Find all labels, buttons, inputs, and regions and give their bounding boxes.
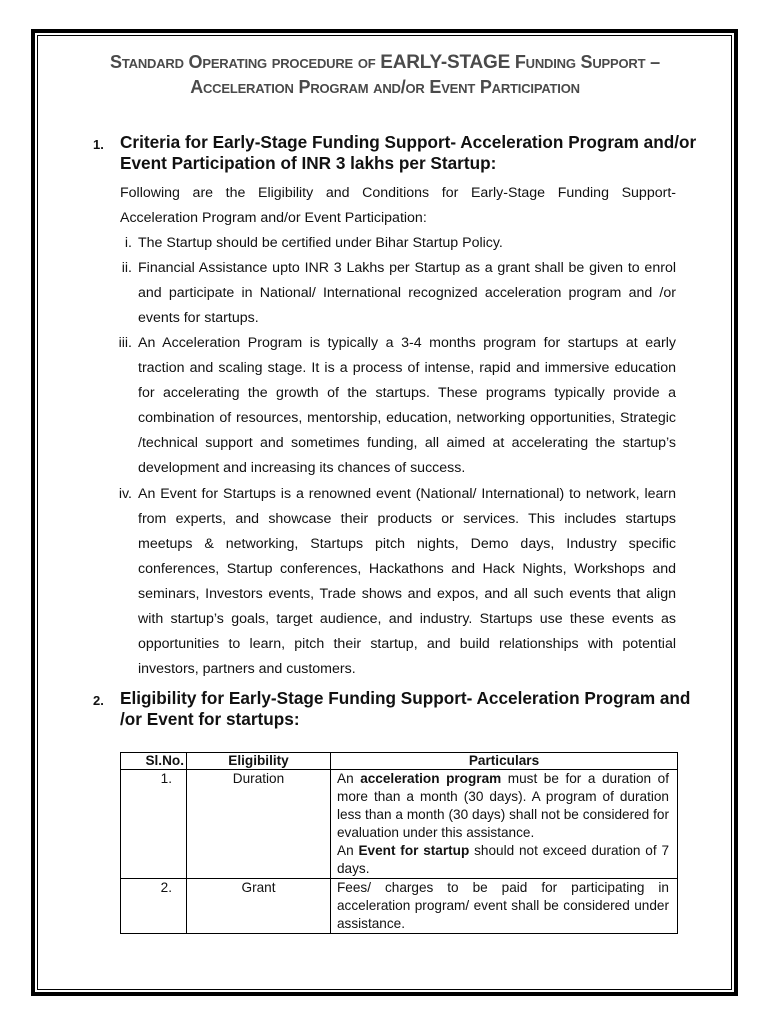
cell-particulars: Fees/ charges to be paid for participating in acceleration program/ event shall be considered under assistance. bbox=[331, 879, 678, 934]
cell-particulars bbox=[331, 770, 678, 879]
header-sl-no: Sl.No. bbox=[121, 753, 187, 770]
cell-eligibility: Duration bbox=[187, 770, 331, 879]
list-item-text: Financial Assistance upto INR 3 Lakhs per Startup as a grant shall be given to enrol and participate in National/ International recognized acceleration program and /or events for startups. bbox=[138, 260, 676, 326]
table-row bbox=[121, 770, 678, 879]
particulars-paragraph bbox=[337, 842, 669, 878]
title-part-2: EARLY-STAGE bbox=[380, 52, 511, 73]
table-row bbox=[121, 879, 678, 934]
list-numeral: i. bbox=[124, 235, 132, 251]
text: should not exceed duration of 7 days. bbox=[337, 843, 669, 876]
particulars-paragraph bbox=[337, 770, 669, 842]
document-title bbox=[60, 50, 710, 99]
header-particulars: Particulars bbox=[331, 753, 678, 770]
bold-term: acceleration program bbox=[360, 771, 502, 786]
list-item-text: An Acceleration Program is typically a 3-4 months program for startups at early traction and scaling stage. It is a process of intense, rapid and immersive education for accelerating the growth of the startups. These programs typically provide a combination of resources, mentorship, education, networking opportunities, Strategic /technical support and sometimes funding, all aimed at accelerating the startup’s development and increasing its chances of success. bbox=[138, 335, 676, 476]
text: An bbox=[337, 843, 359, 858]
list-item-text: An Event for Startups is a renowned event (National/ International) to network, learn from experts, and showcase their products or services. This includes startups meetups & networking, Startups pitch nights, Demo days, Industry specific conferences, Startup conferences, Hackathons and Hack Nights, Workshops and seminars, Investors events, Trade shows and expos, and all such events that align with startup’s goals, target audience, and industry. Startups use these events as opportunities to learn, pitch their startup, and build relationships with potential investors, partners and customers. bbox=[138, 486, 676, 677]
list-numeral: ii. bbox=[121, 260, 132, 276]
cell-eligibility: Grant bbox=[187, 879, 331, 934]
text: An bbox=[337, 771, 361, 786]
section-1-number: 1. bbox=[93, 137, 104, 152]
cell-sl-no: 2. bbox=[121, 879, 187, 934]
bold-term: Event for startup bbox=[358, 843, 470, 858]
list-numeral: iv. bbox=[118, 486, 132, 502]
list-numeral: iii. bbox=[118, 335, 132, 351]
section-1-intro: Following are the Eligibility and Conditions for Early-Stage Funding Support- Acceleration Program and/or Event Participation: bbox=[120, 185, 676, 226]
table-header-row bbox=[121, 753, 678, 770]
section-2-number: 2. bbox=[93, 693, 104, 708]
list-item-text: The Startup should be certified under Bihar Startup Policy. bbox=[138, 235, 503, 251]
title-part-3: Funding Support – Acceleration Program and/or Event Participation bbox=[190, 52, 660, 97]
eligibility-table bbox=[120, 752, 678, 934]
cell-sl-no: 1. bbox=[121, 770, 187, 879]
text: must be for a duration of more than a month (30 days). A program of duration less than a month (30 days) shall not be considered for evaluation under this assistance. bbox=[337, 771, 669, 840]
section-2-heading-text: Eligibility for Early-Stage Funding Support- Acceleration Program and /or Event for startups: bbox=[120, 688, 691, 729]
header-eligibility: Eligibility bbox=[187, 753, 331, 770]
section-1-heading-text: Criteria for Early-Stage Funding Support- Acceleration Program and/or Event Participation of INR 3 lakhs per Startup: bbox=[120, 132, 697, 173]
title-part-1: Standard Operating procedure of bbox=[110, 52, 381, 72]
